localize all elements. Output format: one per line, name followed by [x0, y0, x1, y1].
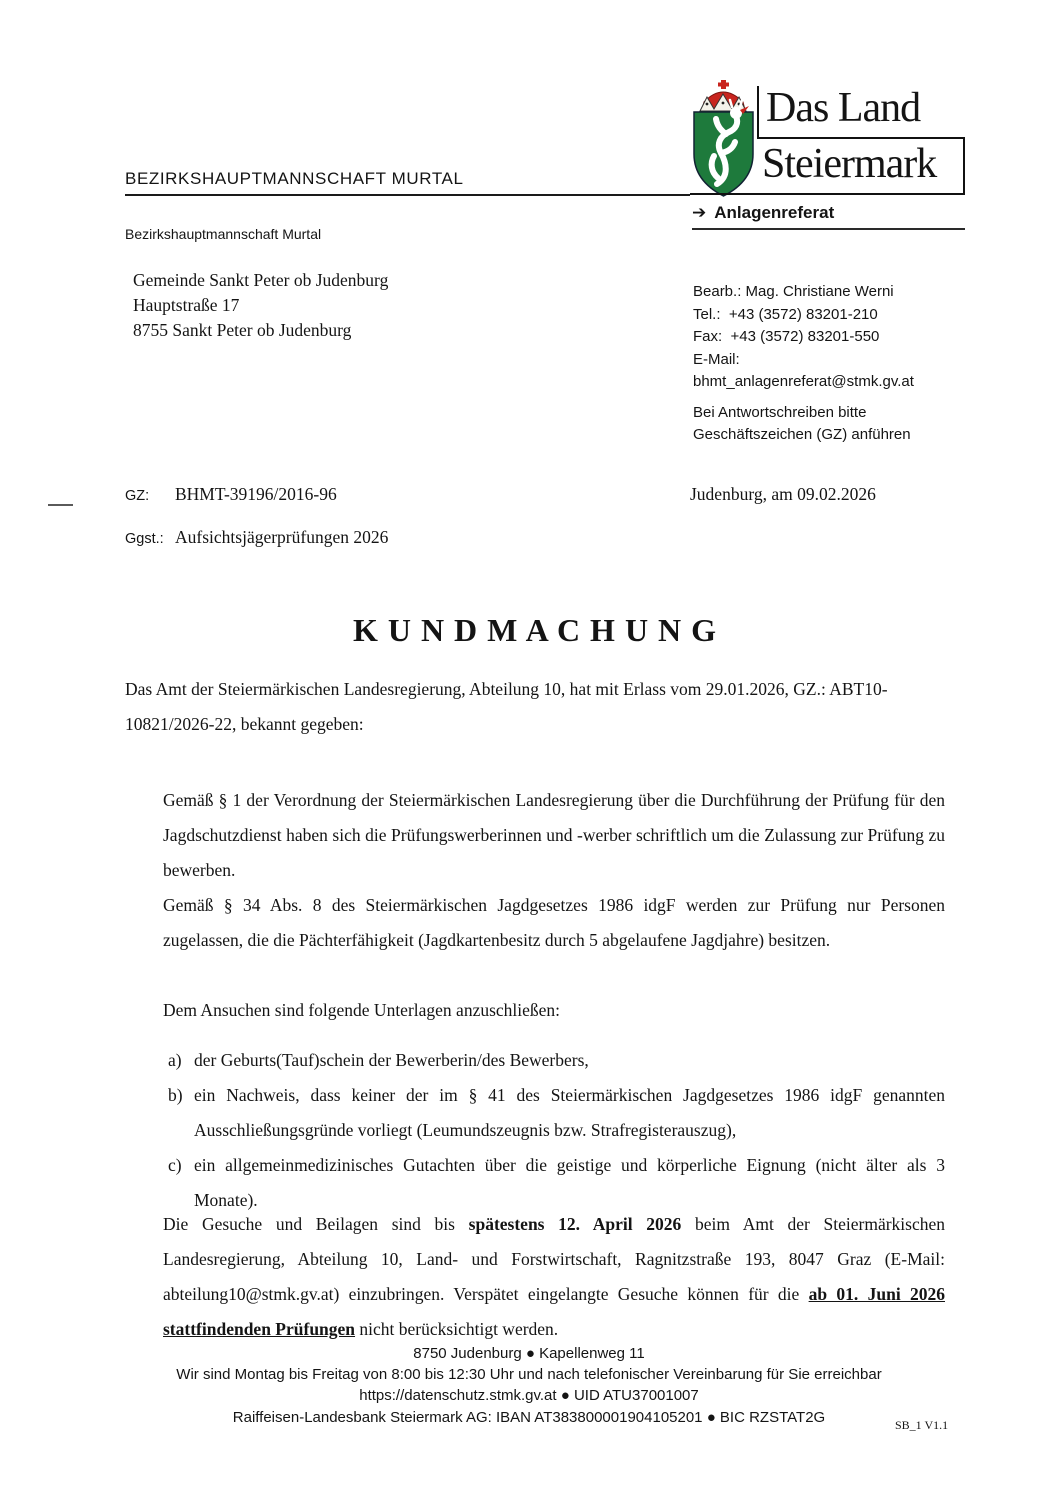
list-item — [168, 1078, 945, 1148]
logo-frame-line — [963, 137, 965, 195]
reply-note: Bei Antwortschreiben bitte Geschäftszeichen (GZ) anführen — [693, 403, 911, 443]
footer-hours: Wir sind Montag bis Freitag von 8:00 bis 12:30 Uhr und nach telefonischer Vereinbarung für Sie erreichbar — [176, 1366, 882, 1384]
department-label: Anlagenreferat — [714, 203, 835, 222]
list-item — [168, 1043, 945, 1078]
recipient-line: 8755 Sankt Peter ob Judenburg — [133, 320, 352, 340]
contact-block — [693, 281, 914, 447]
paragraph-3: Dem Ansuchen sind folgende Unterlagen anzuschließen: — [163, 1000, 561, 1020]
logo-text-steiermark: Steiermark — [762, 141, 937, 187]
paragraph-1: Gemäß § 1 der Verordnung der Steiermärkischen Landesregierung über die Durchführung der Prüfung für den Jagdschutzdienst haben sich die Prüfungswerberinnen und -werber schriftlich um die Zulassung zur Prüfung zu bewerben. — [163, 790, 945, 880]
footer-bank: Raiffeisen-Landesbank Steiermark AG: IBAN AT383800001904105201 ● BIC RZSTAT2G — [232, 1408, 826, 1426]
intro-paragraph: Das Amt der Steiermärkischen Landesregierung, Abteilung 10, hat mit Erlass vom 29.01.2026, GZ.: ABT10-10821/2026-22, bekannt gegeben: — [125, 679, 888, 734]
footer-privacy-uid: https://datenschutz.stmk.gv.at ● UID ATU37001007 — [359, 1387, 699, 1405]
recipient-line: Gemeinde Sankt Peter ob Judenburg — [133, 270, 389, 290]
subject-value: Aufsichtsjägerprüfungen 2026 — [175, 527, 389, 547]
gz-value: BHMT-39196/2016-96 — [175, 484, 337, 504]
list-marker: c) — [168, 1155, 182, 1175]
office-subline: Bezirkshauptmannschaft Murtal — [125, 226, 322, 242]
arrow-right-icon: ➔ — [692, 203, 707, 223]
logo-text-das-land: Das Land — [766, 85, 921, 131]
office-name-heading: BEZIRKSHAUPTMANNSCHAFT MURTAL — [125, 169, 690, 196]
subject-label: Ggst.: — [125, 531, 164, 547]
logo-frame-line — [757, 86, 759, 139]
contact-person: Bearb.: Mag. Christiane Werni — [693, 283, 894, 300]
paragraph-2: Gemäß § 34 Abs. 8 des Steiermärkischen Jagdgesetzes 1986 idgF werden zur Prüfung nur Personen zugelassen, die die Pächterfähigkeit (Jagdkartenbesitz durch 5 abgelaufene Jagdjahre) besitzen. — [163, 895, 945, 950]
logo-frame-line — [690, 193, 965, 195]
list-text: ein allgemeinmedizinisches Gutachten über die geistige und körperliche Eignung (nicht älter als 3 Monate). — [194, 1155, 945, 1210]
fold-mark — [48, 504, 73, 506]
contact-email-label: E-Mail: — [693, 350, 740, 368]
list-text: ein Nachweis, dass keiner der im § 41 des Steiermärkischen Jagdgesetzes 1986 idgF genannten Ausschließungsgründe vorliegt (Leumundszeugnis bzw. Strafregisterauszug), — [194, 1085, 945, 1140]
list-marker: a) — [168, 1050, 182, 1070]
recipient-address — [133, 268, 388, 343]
deadline-date: spätestens 12. April 2026 — [468, 1214, 682, 1234]
exam-date-emphasis: ab 01. Juni 2026 stattfindenden Prüfungen — [163, 1284, 945, 1339]
recipient-line: Hauptstraße 17 — [133, 295, 240, 315]
document-title: K U N D M A C H U N G — [352, 612, 718, 648]
deadline-paragraph: Die Gesuche und Beilagen sind bis spätestens 12. April 2026 beim Amt der Steiermärkischen Landesregierung, Abteilung 10, Land- und Forstwirtschaft, Ragnitzstraße 193, 8047 Graz (E-Mail: abteilung10@stmk.gv.at) einzubringen. Verspätet eingelangte Gesuche können für die ab 01. Juni 2026 stattfindenden Prüfungen nicht berücksichtigt werden. — [163, 1214, 946, 1339]
contact-fax: Fax: +43 (3572) 83201-550 — [693, 328, 880, 345]
contact-email: bhmt_anlagenreferat@stmk.gv.at — [693, 373, 914, 390]
list-marker: b) — [168, 1085, 183, 1105]
footer — [0, 1343, 1058, 1428]
contact-phone: Tel.: +43 (3572) 83201-210 — [693, 305, 878, 323]
department-banner — [692, 203, 965, 230]
attachments-list — [168, 1043, 945, 1218]
footer-address: 8750 Judenburg ● Kapellenweg 11 — [413, 1345, 645, 1362]
form-version: SB_1 V1.1 — [895, 1418, 949, 1432]
place-and-date: Judenburg, am 09.02.2026 — [690, 484, 876, 504]
gz-label: GZ: — [125, 488, 150, 504]
styria-coat-of-arms-icon — [690, 80, 757, 198]
land-steiermark-logo — [690, 78, 966, 234]
list-text: der Geburts(Tauf)schein der Bewerberin/des Bewerbers, — [194, 1050, 589, 1070]
